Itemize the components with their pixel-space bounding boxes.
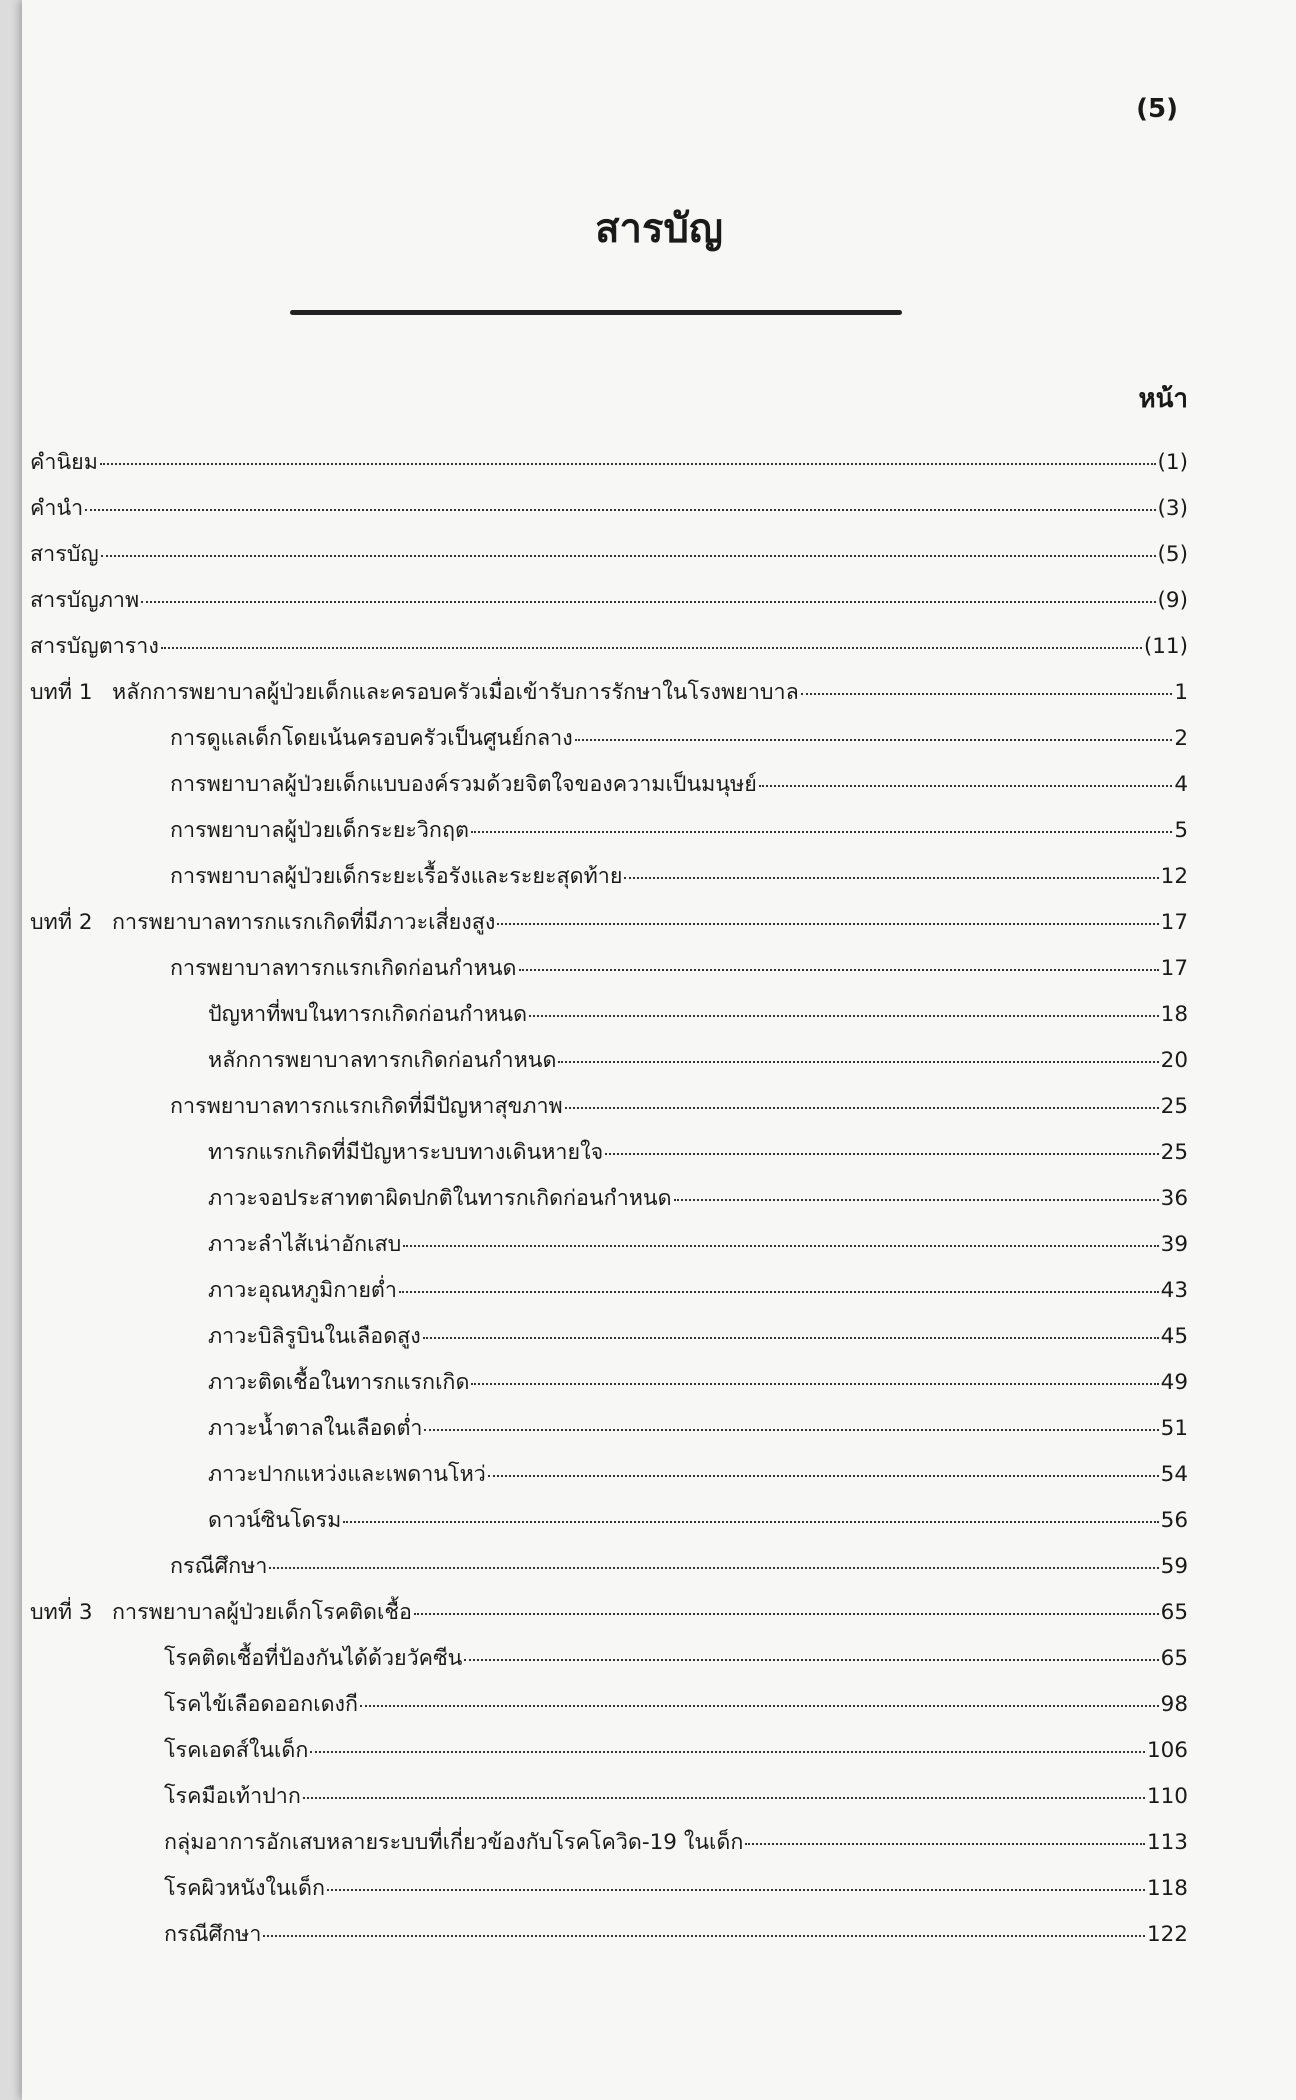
toc-entry-title bbox=[208, 1227, 401, 1261]
toc-entry bbox=[30, 1871, 1188, 1917]
toc-page-number: (5) bbox=[1157, 542, 1188, 567]
toc-chapter-number: บทที่ 1 bbox=[30, 680, 93, 705]
toc-entry bbox=[30, 1687, 1188, 1733]
toc-entry bbox=[30, 1089, 1188, 1135]
toc-dot-leader bbox=[303, 1797, 1145, 1799]
toc-entry-label: หลักการพยาบาลทารกเกิดก่อนกำหนด bbox=[208, 1048, 557, 1073]
toc-entry-label: ปัญหาที่พบในทารกเกิดก่อนกำหนด bbox=[208, 1002, 528, 1027]
toc-entry bbox=[30, 1641, 1188, 1687]
toc-entry-label: การพยาบาลผู้ป่วยเด็กโรคติดเชื้อ bbox=[112, 1600, 412, 1625]
toc-entry-label: ภาวะบิลิรูบินในเลือดสูง bbox=[208, 1324, 421, 1349]
toc-page-number: 25 bbox=[1160, 1094, 1188, 1119]
toc-entry bbox=[30, 675, 1188, 721]
toc-entry bbox=[30, 1503, 1188, 1549]
toc-entry-title bbox=[30, 445, 98, 479]
toc-dot-leader bbox=[403, 1245, 1158, 1247]
toc-dot-leader bbox=[85, 509, 1155, 511]
page-column-header: หน้า bbox=[1138, 384, 1188, 414]
title-divider bbox=[290, 310, 902, 315]
toc-page-number: 45 bbox=[1160, 1324, 1188, 1349]
toc-page-number: 118 bbox=[1146, 1876, 1188, 1901]
toc-entry-label: สารบัญภาพ bbox=[30, 588, 140, 613]
toc-entry-label: ภาวะลำไส้เน่าอักเสบ bbox=[208, 1232, 402, 1257]
toc-dot-leader bbox=[414, 1613, 1159, 1615]
toc-page-number: 98 bbox=[1160, 1692, 1188, 1717]
toc-entry-label: สารบัญ bbox=[30, 542, 99, 567]
toc-entry-label: หลักการพยาบาลผู้ป่วยเด็กและครอบครัวเมื่อเข้ารับการรักษาในโรงพยาบาล bbox=[112, 680, 799, 705]
toc-entry-title bbox=[30, 905, 495, 939]
toc-entry-label: โรคติดเชื้อที่ป้องกันได้ด้วยวัคซีน bbox=[164, 1646, 463, 1671]
toc-page-number: 4 bbox=[1174, 772, 1188, 797]
toc-dot-leader bbox=[100, 463, 1156, 465]
toc-page-number: 17 bbox=[1160, 956, 1188, 981]
table-of-contents bbox=[30, 445, 1188, 1963]
toc-entry-label: ภาวะน้ำตาลในเลือดต่ำ bbox=[208, 1416, 423, 1441]
toc-dot-leader bbox=[565, 1107, 1159, 1109]
toc-page-number: 18 bbox=[1160, 1002, 1188, 1027]
toc-dot-leader bbox=[497, 923, 1158, 925]
toc-page-number: 17 bbox=[1160, 910, 1188, 935]
toc-entry-label: ภาวะปากแหว่งและเพดานโหว่ bbox=[208, 1462, 486, 1487]
toc-entry bbox=[30, 1365, 1188, 1411]
toc-entry bbox=[30, 1227, 1188, 1273]
toc-entry-title bbox=[30, 675, 799, 709]
toc-dot-leader bbox=[471, 831, 1172, 833]
toc-dot-leader bbox=[488, 1475, 1159, 1477]
toc-entry-title bbox=[170, 1549, 267, 1583]
toc-entry-title bbox=[30, 629, 159, 663]
toc-entry-label: คำนำ bbox=[30, 496, 84, 521]
toc-entry-title bbox=[208, 1365, 469, 1399]
toc-entry-title bbox=[208, 1319, 421, 1353]
toc-entry-label: ภาวะจอประสาทตาผิดปกติในทารกเกิดก่อนกำหนด bbox=[208, 1186, 672, 1211]
toc-entry-label: คำนิยม bbox=[30, 450, 98, 475]
toc-entry bbox=[30, 1733, 1188, 1779]
toc-entry-label: โรคมือเท้าปาก bbox=[164, 1784, 301, 1809]
toc-entry-title bbox=[164, 1779, 301, 1813]
toc-entry-label: ภาวะติดเชื้อในทารกแรกเกิด bbox=[208, 1370, 470, 1395]
toc-dot-leader bbox=[558, 1061, 1158, 1063]
toc-entry bbox=[30, 1595, 1188, 1641]
toc-dot-leader bbox=[624, 877, 1158, 879]
toc-entry-title bbox=[208, 1135, 603, 1169]
toc-dot-leader bbox=[343, 1521, 1158, 1523]
toc-dot-leader bbox=[263, 1935, 1145, 1937]
toc-chapter-number: บทที่ 3 bbox=[30, 1600, 93, 1625]
toc-page-number: 49 bbox=[1160, 1370, 1188, 1395]
toc-dot-leader bbox=[310, 1751, 1145, 1753]
toc-entry bbox=[30, 1181, 1188, 1227]
toc-entry bbox=[30, 813, 1188, 859]
toc-entry-label: ภาวะอุณหภูมิกายต่ำ bbox=[208, 1278, 397, 1303]
toc-entry bbox=[30, 1917, 1188, 1963]
toc-entry-title bbox=[208, 1273, 397, 1307]
toc-entry-label: ทารกแรกเกิดที่มีปัญหาระบบทางเดินหายใจ bbox=[208, 1140, 604, 1165]
toc-entry bbox=[30, 1319, 1188, 1365]
toc-entry-label: โรคเอดส์ในเด็ก bbox=[164, 1738, 309, 1763]
toc-page-number: 36 bbox=[1160, 1186, 1188, 1211]
page-title: สารบัญ bbox=[595, 206, 723, 252]
toc-entry-title bbox=[164, 1825, 743, 1859]
toc-entry-title bbox=[30, 491, 83, 525]
toc-page-number: 110 bbox=[1146, 1784, 1188, 1809]
toc-entry bbox=[30, 491, 1188, 537]
toc-dot-leader bbox=[605, 1153, 1158, 1155]
toc-entry-label: กลุ่มอาการอักเสบหลายระบบที่เกี่ยวข้องกับโรคโควิด-19 ในเด็ก bbox=[164, 1830, 744, 1855]
toc-dot-leader bbox=[759, 785, 1173, 787]
toc-dot-leader bbox=[424, 1429, 1158, 1431]
toc-entry bbox=[30, 1825, 1188, 1871]
toc-entry-title bbox=[170, 859, 622, 893]
toc-entry-title bbox=[30, 583, 139, 617]
toc-entry bbox=[30, 1043, 1188, 1089]
toc-page-number: 1 bbox=[1174, 680, 1188, 705]
toc-entry-label: การพยาบาลผู้ป่วยเด็กแบบองค์รวมด้วยจิตใจของความเป็นมนุษย์ bbox=[170, 772, 757, 797]
toc-entry-title bbox=[30, 537, 99, 571]
toc-entry-label: การพยาบาลผู้ป่วยเด็กระยะวิกฤต bbox=[170, 818, 469, 843]
toc-entry bbox=[30, 1457, 1188, 1503]
toc-dot-leader bbox=[745, 1843, 1145, 1845]
toc-page-number: 5 bbox=[1174, 818, 1188, 843]
toc-entry-label: การพยาบาลทารกแรกเกิดที่มีปัญหาสุขภาพ bbox=[170, 1094, 563, 1119]
toc-page-number: 51 bbox=[1160, 1416, 1188, 1441]
toc-entry-label: กรณีศึกษา bbox=[170, 1554, 268, 1579]
toc-entry bbox=[30, 445, 1188, 491]
toc-entry bbox=[30, 951, 1188, 997]
toc-entry-title bbox=[208, 1181, 672, 1215]
toc-entry-title bbox=[164, 1687, 358, 1721]
toc-page-number: 106 bbox=[1146, 1738, 1188, 1763]
toc-entry-label: การพยาบาลผู้ป่วยเด็กระยะเรื้อรังและระยะสุดท้าย bbox=[170, 864, 623, 889]
toc-page-number: 122 bbox=[1146, 1922, 1188, 1947]
toc-dot-leader bbox=[141, 601, 1155, 603]
toc-entry bbox=[30, 859, 1188, 905]
toc-entry-title bbox=[208, 1457, 486, 1491]
toc-entry bbox=[30, 1273, 1188, 1319]
toc-entry bbox=[30, 997, 1188, 1043]
toc-entry-title bbox=[164, 1871, 325, 1905]
toc-entry-label: การดูแลเด็กโดยเน้นครอบครัวเป็นศูนย์กลาง bbox=[170, 726, 573, 751]
toc-entry-title bbox=[170, 1089, 563, 1123]
toc-page-number: 56 bbox=[1160, 1508, 1188, 1533]
toc-entry-title bbox=[208, 1411, 422, 1445]
toc-entry bbox=[30, 1135, 1188, 1181]
toc-page-number: 65 bbox=[1160, 1646, 1188, 1671]
toc-entry-title bbox=[208, 1503, 341, 1537]
toc-dot-leader bbox=[519, 969, 1159, 971]
toc-entry bbox=[30, 905, 1188, 951]
toc-page-number: (1) bbox=[1157, 450, 1188, 475]
toc-entry-label: ดาวน์ซินโดรม bbox=[208, 1508, 342, 1533]
toc-dot-leader bbox=[423, 1337, 1159, 1339]
toc-page-number: (3) bbox=[1157, 496, 1188, 521]
toc-dot-leader bbox=[399, 1291, 1159, 1293]
toc-entry-label: กรณีศึกษา bbox=[164, 1922, 262, 1947]
toc-dot-leader bbox=[674, 1199, 1159, 1201]
page-number: (5) bbox=[1136, 94, 1178, 124]
toc-dot-leader bbox=[529, 1015, 1159, 1017]
toc-entry-label: สารบัญตาราง bbox=[30, 634, 159, 659]
toc-dot-leader bbox=[575, 739, 1173, 741]
toc-page-number: 65 bbox=[1160, 1600, 1188, 1625]
toc-page-number: 39 bbox=[1160, 1232, 1188, 1257]
toc-entry-title bbox=[170, 767, 757, 801]
toc-entry-label: โรคไข้เลือดออกเดงกี bbox=[164, 1692, 359, 1717]
toc-page-number: 12 bbox=[1160, 864, 1188, 889]
toc-dot-leader bbox=[360, 1705, 1159, 1707]
toc-dot-leader bbox=[801, 693, 1173, 695]
document-page bbox=[22, 0, 1296, 2100]
toc-dot-leader bbox=[101, 555, 1156, 557]
toc-entry bbox=[30, 1411, 1188, 1457]
toc-page-number: 54 bbox=[1160, 1462, 1188, 1487]
toc-entry-title bbox=[170, 721, 573, 755]
toc-entry-title bbox=[170, 951, 517, 985]
toc-dot-leader bbox=[161, 647, 1142, 649]
toc-entry-title bbox=[208, 997, 527, 1031]
toc-page-number: 2 bbox=[1174, 726, 1188, 751]
toc-entry-title bbox=[170, 813, 469, 847]
toc-entry-label: การพยาบาลทารกแรกเกิดก่อนกำหนด bbox=[170, 956, 517, 981]
toc-page-number: 113 bbox=[1146, 1830, 1188, 1855]
toc-entry bbox=[30, 721, 1188, 767]
toc-entry-title bbox=[208, 1043, 556, 1077]
toc-entry-title bbox=[164, 1641, 462, 1675]
toc-entry bbox=[30, 629, 1188, 675]
toc-dot-leader bbox=[269, 1567, 1158, 1569]
toc-entry-title bbox=[164, 1917, 261, 1951]
toc-entry-title bbox=[164, 1733, 308, 1767]
toc-page-number: (9) bbox=[1157, 588, 1188, 613]
toc-entry bbox=[30, 767, 1188, 813]
toc-entry-label: การพยาบาลทารกแรกเกิดที่มีภาวะเสี่ยงสูง bbox=[112, 910, 496, 935]
toc-entry bbox=[30, 537, 1188, 583]
toc-entry-title bbox=[30, 1595, 412, 1629]
toc-entry bbox=[30, 1779, 1188, 1825]
toc-chapter-number: บทที่ 2 bbox=[30, 910, 93, 935]
toc-page-number: 43 bbox=[1160, 1278, 1188, 1303]
toc-dot-leader bbox=[327, 1889, 1145, 1891]
toc-dot-leader bbox=[471, 1383, 1158, 1385]
toc-entry-label: โรคผิวหนังในเด็ก bbox=[164, 1876, 326, 1901]
toc-page-number: (11) bbox=[1143, 634, 1188, 659]
toc-dot-leader bbox=[464, 1659, 1158, 1661]
toc-entry bbox=[30, 583, 1188, 629]
toc-page-number: 59 bbox=[1160, 1554, 1188, 1579]
toc-entry bbox=[30, 1549, 1188, 1595]
toc-page-number: 20 bbox=[1160, 1048, 1188, 1073]
toc-page-number: 25 bbox=[1160, 1140, 1188, 1165]
